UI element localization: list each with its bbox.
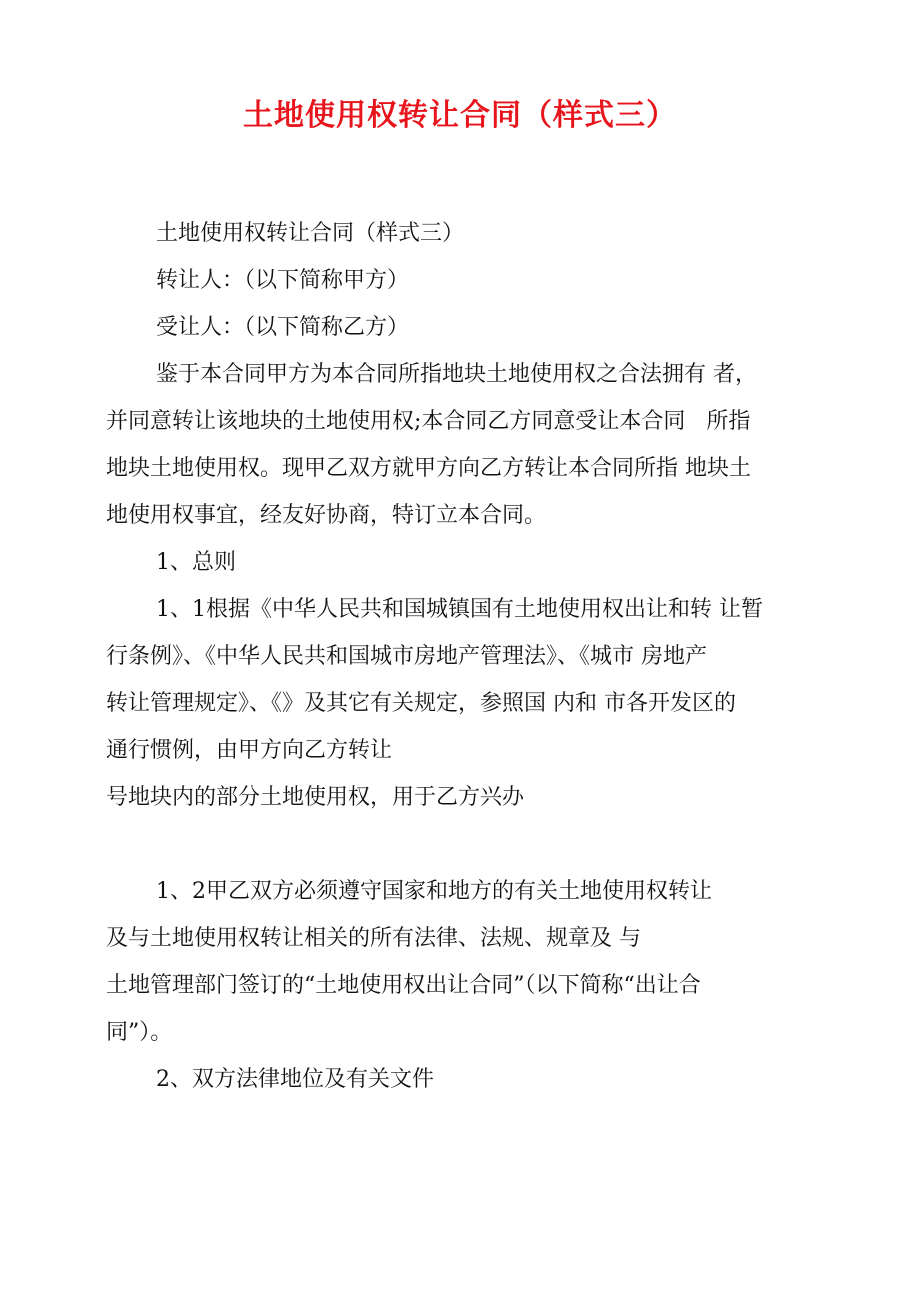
document-title: 土地使用权转让合同（样式三）	[243, 98, 677, 133]
section-2-heading: 2、双方法律地位及有关文件	[156, 1067, 434, 1092]
clause-1-2-line-4: 同”）。	[106, 1020, 173, 1045]
transferee-line: 受让人：（以下简称乙方）	[156, 315, 410, 340]
clause-1-2-line-2: 及与土地使用权转让相关的所有法律、法规、规章及 与	[106, 926, 641, 951]
blank-gap	[106, 821, 818, 868]
preamble-line-3: 地块土地使用权。现甲乙双方就甲方向乙方转让本合同所指 地块土	[106, 456, 751, 481]
document-body	[106, 210, 818, 1103]
preamble-line-4: 地使用权事宜，经友好协商，特订立本合同。	[106, 503, 547, 528]
preamble-line-1: 鉴于本合同甲方为本合同所指地块土地使用权之合法拥有 者，	[156, 362, 757, 387]
clause-1-1-line-5: 号地块内的部分土地使用权，用于乙方兴办	[106, 785, 525, 810]
clause-1-1-line-2: 行条例》、《中华人民共和国城市房地产管理法》、《城市 房地产	[106, 644, 707, 669]
paragraph-heading: 土地使用权转让合同（样式三）	[156, 221, 465, 246]
preamble-line-2: 并同意转让该地块的土地使用权;本合同乙方同意受让本合同 所指	[106, 409, 751, 434]
clause-1-2-line-1: 1、2甲乙双方必须遵守国家和地方的有关土地使用权转让	[156, 879, 712, 904]
clause-1-1-line-1: 1、1根据《中华人民共和国城镇国有土地使用权出让和转 让暂	[156, 597, 763, 622]
transferor-line: 转让人：（以下简称甲方）	[156, 268, 410, 293]
section-1-heading: 1、总则	[156, 550, 236, 575]
clause-1-2-line-3: 土地管理部门签订的“土地使用权出让合同”（以下简称“出让合	[106, 973, 701, 998]
clause-1-1-line-4: 通行惯例，由甲方向乙方转让	[106, 738, 393, 763]
clause-1-1-line-3: 转让管理规定》、《》及其它有关规定，参照国 内和 市各开发区的	[106, 691, 736, 716]
